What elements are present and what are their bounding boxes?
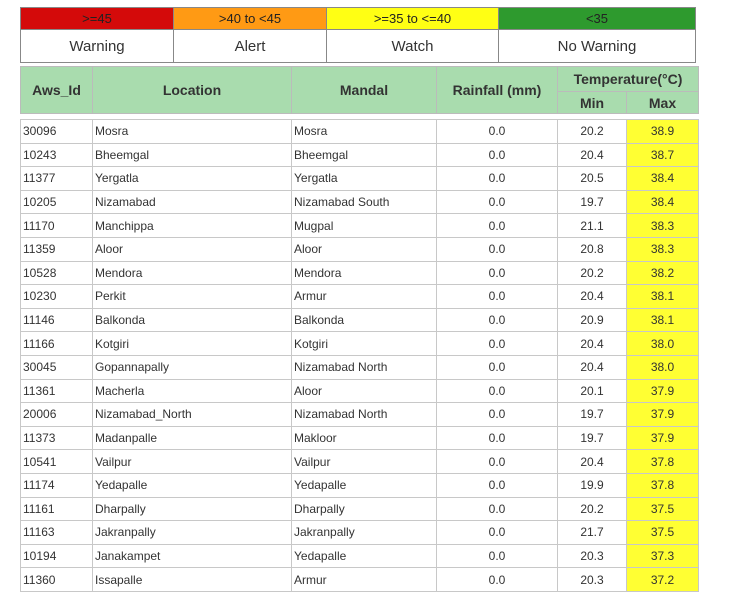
table-row: [21, 190, 699, 214]
cell-mandal: Dharpally: [292, 497, 437, 521]
table-row: [21, 521, 699, 545]
header-min: Min: [558, 92, 627, 114]
header-max: Max: [627, 92, 699, 114]
table-row: [21, 568, 699, 592]
cell-location: Yergatla: [93, 167, 292, 191]
cell-min-temp: 19.7: [558, 426, 627, 450]
cell-aws-id: 10541: [21, 450, 93, 474]
cell-max-temp: 38.2: [627, 261, 699, 285]
cell-rainfall: 0.0: [437, 261, 558, 285]
cell-min-temp: 20.2: [558, 497, 627, 521]
cell-min-temp: 20.2: [558, 261, 627, 285]
cell-location: Vailpur: [93, 450, 292, 474]
cell-mandal: Mendora: [292, 261, 437, 285]
cell-min-temp: 19.9: [558, 473, 627, 497]
table-header: [21, 67, 699, 114]
cell-aws-id: 10205: [21, 190, 93, 214]
temperature-table: [20, 66, 699, 592]
cell-mandal: Jakranpally: [292, 521, 437, 545]
cell-mandal: Armur: [292, 285, 437, 309]
cell-location: Yedapalle: [93, 473, 292, 497]
cell-location: Balkonda: [93, 308, 292, 332]
table-row: [21, 497, 699, 521]
table-row: [21, 403, 699, 427]
cell-min-temp: 19.7: [558, 190, 627, 214]
cell-mandal: Vailpur: [292, 450, 437, 474]
cell-max-temp: 37.3: [627, 544, 699, 568]
cell-max-temp: 37.2: [627, 568, 699, 592]
cell-max-temp: 38.7: [627, 143, 699, 167]
cell-min-temp: 20.4: [558, 332, 627, 356]
cell-location: Nizamabad: [93, 190, 292, 214]
cell-mandal: Nizamabad South: [292, 190, 437, 214]
cell-rainfall: 0.0: [437, 308, 558, 332]
cell-min-temp: 20.3: [558, 568, 627, 592]
cell-aws-id: 10194: [21, 544, 93, 568]
cell-aws-id: 10528: [21, 261, 93, 285]
cell-aws-id: 10243: [21, 143, 93, 167]
cell-min-temp: 20.5: [558, 167, 627, 191]
cell-rainfall: 0.0: [437, 403, 558, 427]
cell-rainfall: 0.0: [437, 190, 558, 214]
header-aws-id: Aws_Id: [21, 67, 93, 114]
cell-location: Kotgiri: [93, 332, 292, 356]
cell-location: Gopannapally: [93, 355, 292, 379]
cell-aws-id: 11163: [21, 521, 93, 545]
cell-aws-id: 11373: [21, 426, 93, 450]
cell-min-temp: 21.1: [558, 214, 627, 238]
cell-location: Madanpalle: [93, 426, 292, 450]
cell-max-temp: 38.3: [627, 214, 699, 238]
table-row: [21, 237, 699, 261]
legend-range-alert: >40 to <45: [174, 8, 327, 30]
cell-aws-id: 30096: [21, 120, 93, 144]
legend-level-watch: Watch: [327, 30, 499, 63]
cell-mandal: Mugpal: [292, 214, 437, 238]
cell-min-temp: 21.7: [558, 521, 627, 545]
cell-mandal: Aloor: [292, 379, 437, 403]
cell-rainfall: 0.0: [437, 332, 558, 356]
legend-level-row: [21, 30, 696, 63]
cell-mandal: Makloor: [292, 426, 437, 450]
table-row: [21, 544, 699, 568]
cell-min-temp: 20.4: [558, 285, 627, 309]
cell-mandal: Nizamabad North: [292, 403, 437, 427]
legend-level-warning: Warning: [21, 30, 174, 63]
cell-min-temp: 20.4: [558, 450, 627, 474]
cell-aws-id: 11146: [21, 308, 93, 332]
cell-rainfall: 0.0: [437, 379, 558, 403]
cell-min-temp: 20.4: [558, 143, 627, 167]
cell-min-temp: 20.2: [558, 120, 627, 144]
table-row: [21, 308, 699, 332]
table-row: [21, 167, 699, 191]
cell-min-temp: 20.9: [558, 308, 627, 332]
cell-location: Mendora: [93, 261, 292, 285]
cell-aws-id: 11170: [21, 214, 93, 238]
cell-rainfall: 0.0: [437, 497, 558, 521]
cell-mandal: Yedapalle: [292, 544, 437, 568]
cell-location: Nizamabad_North: [93, 403, 292, 427]
cell-rainfall: 0.0: [437, 214, 558, 238]
cell-max-temp: 38.3: [627, 237, 699, 261]
cell-location: Issapalle: [93, 568, 292, 592]
cell-max-temp: 37.9: [627, 426, 699, 450]
cell-mandal: Yergatla: [292, 167, 437, 191]
cell-mandal: Balkonda: [292, 308, 437, 332]
cell-max-temp: 38.0: [627, 332, 699, 356]
cell-aws-id: 11166: [21, 332, 93, 356]
weather-report: [20, 7, 698, 592]
cell-max-temp: 38.1: [627, 285, 699, 309]
cell-location: Bheemgal: [93, 143, 292, 167]
cell-rainfall: 0.0: [437, 450, 558, 474]
header-location: Location: [93, 67, 292, 114]
table-row: [21, 332, 699, 356]
cell-rainfall: 0.0: [437, 237, 558, 261]
legend-range-row: [21, 8, 696, 30]
legend-level-alert: Alert: [174, 30, 327, 63]
table-row: [21, 261, 699, 285]
cell-mandal: Armur: [292, 568, 437, 592]
header-rainfall: Rainfall (mm): [437, 67, 558, 114]
cell-max-temp: 37.8: [627, 450, 699, 474]
cell-rainfall: 0.0: [437, 167, 558, 191]
cell-aws-id: 11360: [21, 568, 93, 592]
table-row: [21, 285, 699, 309]
table-row: [21, 426, 699, 450]
cell-rainfall: 0.0: [437, 544, 558, 568]
cell-location: Perkit: [93, 285, 292, 309]
cell-max-temp: 38.1: [627, 308, 699, 332]
table-row: [21, 473, 699, 497]
cell-aws-id: 11161: [21, 497, 93, 521]
cell-max-temp: 37.9: [627, 379, 699, 403]
legend-level-no-warning: No Warning: [499, 30, 696, 63]
header-temperature: Temperature(°C): [558, 67, 699, 92]
cell-rainfall: 0.0: [437, 120, 558, 144]
table-row: [21, 120, 699, 144]
cell-aws-id: 11377: [21, 167, 93, 191]
cell-max-temp: 38.0: [627, 355, 699, 379]
cell-rainfall: 0.0: [437, 355, 558, 379]
cell-aws-id: 20006: [21, 403, 93, 427]
cell-mandal: Aloor: [292, 237, 437, 261]
cell-max-temp: 37.5: [627, 497, 699, 521]
cell-location: Mosra: [93, 120, 292, 144]
cell-aws-id: 11359: [21, 237, 93, 261]
legend-range-no-warning: <35: [499, 8, 696, 30]
cell-location: Aloor: [93, 237, 292, 261]
cell-location: Macherla: [93, 379, 292, 403]
cell-mandal: Bheemgal: [292, 143, 437, 167]
cell-rainfall: 0.0: [437, 521, 558, 545]
legend-range-warning: >=45: [21, 8, 174, 30]
warning-legend: [20, 7, 696, 63]
table-row: [21, 450, 699, 474]
cell-rainfall: 0.0: [437, 285, 558, 309]
cell-min-temp: 19.7: [558, 403, 627, 427]
table-row: [21, 355, 699, 379]
cell-aws-id: 11174: [21, 473, 93, 497]
cell-mandal: Nizamabad North: [292, 355, 437, 379]
cell-location: Dharpally: [93, 497, 292, 521]
cell-rainfall: 0.0: [437, 568, 558, 592]
table-row: [21, 143, 699, 167]
cell-max-temp: 38.4: [627, 190, 699, 214]
cell-max-temp: 38.4: [627, 167, 699, 191]
cell-location: Jakranpally: [93, 521, 292, 545]
legend-range-watch: >=35 to <=40: [327, 8, 499, 30]
table-row: [21, 379, 699, 403]
cell-min-temp: 20.3: [558, 544, 627, 568]
header-mandal: Mandal: [292, 67, 437, 114]
cell-min-temp: 20.8: [558, 237, 627, 261]
cell-max-temp: 37.9: [627, 403, 699, 427]
cell-max-temp: 38.9: [627, 120, 699, 144]
cell-aws-id: 30045: [21, 355, 93, 379]
cell-max-temp: 37.5: [627, 521, 699, 545]
cell-min-temp: 20.1: [558, 379, 627, 403]
table-row: [21, 214, 699, 238]
cell-rainfall: 0.0: [437, 426, 558, 450]
table-body: [21, 120, 699, 592]
cell-max-temp: 37.8: [627, 473, 699, 497]
cell-min-temp: 20.4: [558, 355, 627, 379]
cell-mandal: Mosra: [292, 120, 437, 144]
cell-location: Manchippa: [93, 214, 292, 238]
cell-aws-id: 10230: [21, 285, 93, 309]
cell-rainfall: 0.0: [437, 473, 558, 497]
cell-rainfall: 0.0: [437, 143, 558, 167]
cell-mandal: Kotgiri: [292, 332, 437, 356]
cell-mandal: Yedapalle: [292, 473, 437, 497]
cell-aws-id: 11361: [21, 379, 93, 403]
cell-location: Janakampet: [93, 544, 292, 568]
